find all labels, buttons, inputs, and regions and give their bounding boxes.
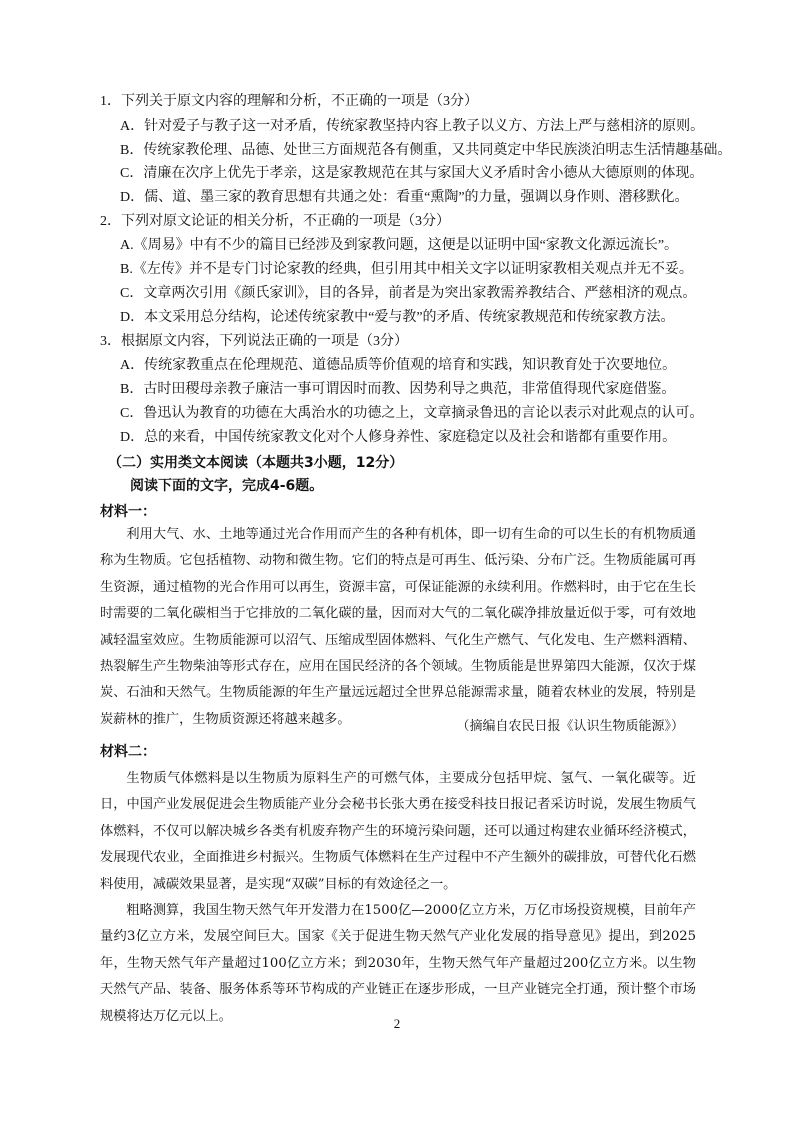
question-2-stem: 2．下列对原文论证的相关分析，不正确的一项是（3分）: [100, 214, 450, 229]
page-number: 2: [393, 1016, 401, 1031]
material-1-text: [100, 522, 696, 733]
question-3-option-a: A．传统家教重点在伦理规范、道德品质等价值观的培育和实践，知识教育处于次要地位。: [120, 358, 677, 373]
section-instruction: 阅读下面的文字，完成4-6题。: [130, 478, 324, 494]
question-1-stem: 1．下列关于原文内容的理解和分析，不正确的一项是（3分）: [100, 94, 478, 109]
question-3-stem: 3．根据原文内容，下列说法正确的一项是（3分）: [100, 334, 408, 349]
question-2-option-c: C．文章两次引用《颜氏家训》，目的各异，前者是为突出家教需养教结合、严慈相济的观点。: [120, 286, 697, 301]
section-title: （二）实用类文本阅读（本题共3小题，12分）: [108, 455, 404, 471]
material-2-text: [100, 766, 696, 1030]
question-1-option-c: C．清廉在次序上优先于孝亲，这是家教规范在其与家国大义矛盾时舍小德从大德原则的体现。: [120, 166, 704, 181]
question-1-option-b: B．传统家教伦理、品德、处世三方面规范各有侧重，又共同奠定中华民族淡泊明志生活情趣基础。: [120, 143, 732, 158]
question-3-option-b: B．古时田稷母亲教子廉洁一事可谓因时而教、因势利导之典范，非常值得现代家庭借鉴。: [120, 382, 676, 397]
material-1-source: （摘编自农民日报《认识生物质能源》）: [456, 719, 684, 734]
question-3-option-d: D．总的来看，中国传统家教文化对个人修身养性、家庭稳定以及社会和谐都有重要作用。: [120, 430, 677, 445]
question-2-option-b: B.《左传》并不是专门讨论家教的经典，但引用其中相关文字以证明家教相关观点并无不妥。: [120, 262, 693, 277]
question-1-option-d: D．儒、道、墨三家的教育思想有共通之处：看重“熏陶”的力量，强调以身作则、潜移默化。: [120, 190, 689, 205]
material-2-paragraph-1: 生物质气体燃料是以生物质为原料生产的可燃气体，主要成分包括甲烷、氢气、一氧化碳等。近日，中国产业发展促进会生物质能产业分会秘书长张大勇在接受科技日报记者采访时说，发展生物质气体燃料，不仅可以解决城乡各类有机废弃物产生的环境污染问题，还可以通过构建农业循环经济模式，发展现代农业，全面推进乡村振兴。生物质气体燃料在生产过程中不产生额外的碳排放，可替代化石燃料使用，减碳效果显著，是实现“双碳”目标的有效途径之一。: [100, 771, 696, 892]
question-3-option-c: C．鲁迅认为教育的功德在大禹治水的功德之上，文章摘录鲁迅的言论以表示对此观点的认可。: [120, 406, 704, 421]
question-2-option-a: A.《周易》中有不少的篇目已经涉及到家教问题，这便是以证明中国“家教文化源远流长”。: [120, 238, 679, 253]
material-2-label: 材料二：: [100, 744, 156, 760]
question-1-option-a: A．针对爱子与教子这一对矛盾，传统家教坚持内容上教子以义方、方法上严与慈相济的原则。: [120, 119, 705, 134]
material-1-paragraph: 利用大气、水、土地等通过光合作用而产生的各种有机体，即一切有生命的可以生长的有机物质通称为生物质。它包括植物、动物和微生物。它们的特点是可再生、低污染、分布广泛。生物质能属可再生资源，通过植物的光合作用可以再生，资源丰富，可保证能源的永续利用。作燃料时，由于它在生长时需要的二氧化碳相当于它排放的二氧化碳的量，因而对大气的二氧化碳净排放量近似于零，可有效地减轻温室效应。生物质能源可以沼气、压缩成型固体燃料、气化生产燃气、气化发电、生产燃料酒精、热裂解生产生物柴油等形式存在，应用在国民经济的各个领域。生物质能是世界第四大能源，仅次于煤炭、石油和天然气。生物质能源的年生产量远远超过全世界总能源需求量，随着农林业的发展，特别是炭薪林的推广，生物质资源还将越来越多。: [100, 527, 696, 727]
material-2-paragraph-2: 粗略测算，我国生物天然气年开发潜力在1500亿—2000亿立方米，万亿市场投资规模，目前年产量约3亿立方米，发展空间巨大。国家《关于促进生物天然气产业化发展的指导意见》提出，到2025年，生物天然气年产量超过100亿立方米；到2030年，生物天然气年产量超过200亿立方米。以生物天然气产品、装备、服务体系等环节构成的产业链正在逐步形成，一旦产业链完全打通，预计整个市场规模将达万亿元以上。: [100, 903, 696, 1024]
question-2-option-d: D．本文采用总分结构，论述传统家教中“爱与教”的矛盾、传统家教规范和传统家教方法。: [120, 310, 675, 325]
material-1-label: 材料一：: [100, 504, 156, 520]
